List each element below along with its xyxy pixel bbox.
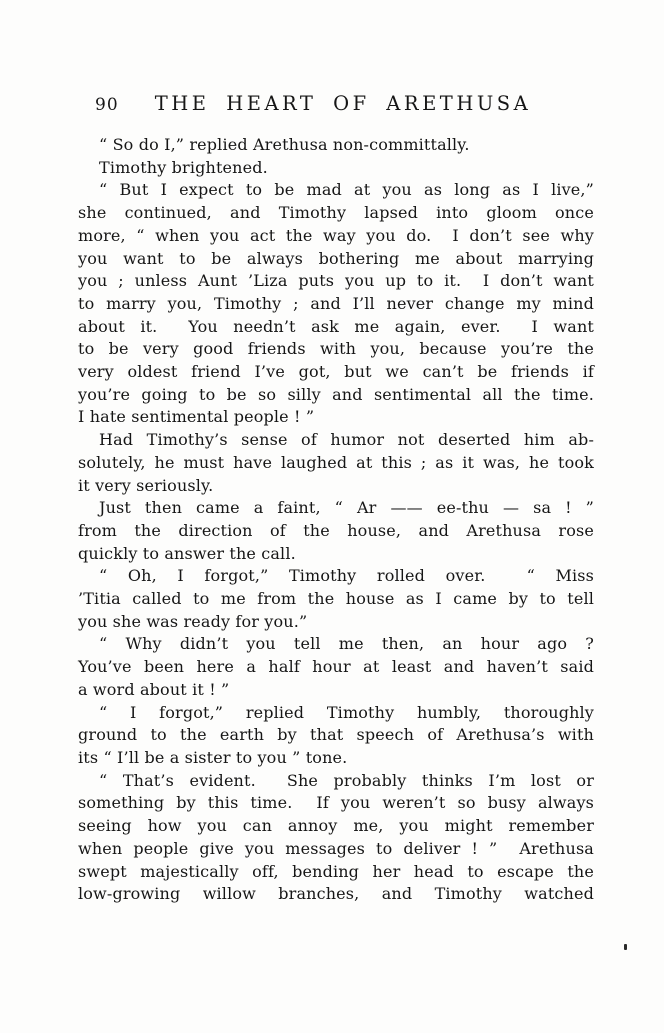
text-line: seeing how you can annoy me, you might remember: [78, 816, 594, 836]
text-line: when people give you messages to deliver ! ” Arethusa: [78, 838, 594, 858]
paragraph: [78, 702, 594, 770]
text-line: I hate sentimental people ! ”: [78, 407, 315, 427]
text-line: you’re going to be so silly and sentimental all the time.: [78, 384, 594, 404]
ink-speck: [624, 944, 627, 950]
text-line: “ Oh, I forgot,” Timothy rolled over. “ Miss: [99, 566, 594, 586]
paragraph: [78, 770, 594, 906]
text-line: to be very good friends with you, because you’re the: [78, 339, 594, 359]
text-line: more, “ when you act the way you do. I don’t see why: [78, 225, 594, 245]
text-line: something by this time. If you weren’t so busy always: [78, 793, 594, 813]
text-line: she continued, and Timothy lapsed into gloom once: [78, 203, 594, 223]
text-line: to marry you, Timothy ; and I’ll never change my mind: [78, 293, 594, 313]
paragraph: [78, 179, 594, 429]
text-line: from the direction of the house, and Arethusa rose: [78, 520, 594, 540]
text-line: ground to the earth by that speech of Arethusa’s with: [78, 725, 594, 745]
paragraph: [78, 565, 594, 633]
text-line: Just then came a faint, “ Ar —— ee-thu — sa ! ”: [99, 498, 594, 518]
text-line: Timothy brightened.: [99, 157, 268, 177]
text-line: you ; unless Aunt ’Liza puts you up to it. I don’t want: [78, 271, 594, 291]
text-line: a word about it ! ”: [78, 679, 230, 699]
text-line: low-growing willow branches, and Timothy watched: [78, 884, 594, 904]
text-line: you she was ready for you.”: [78, 611, 308, 631]
text-line: you want to be always bothering me about marrying: [78, 248, 594, 268]
text-block: [78, 134, 594, 906]
text-line: solutely, he must have laughed at this ; as it was, he took: [78, 452, 594, 472]
text-line: ’Titia called to me from the house as I came by to tell: [78, 589, 594, 609]
paragraph: [78, 497, 594, 565]
text-line: about it. You needn’t ask me again, ever. I want: [78, 316, 594, 336]
paragraph: [78, 429, 594, 497]
text-line: its “ I’ll be a sister to you ” tone.: [78, 747, 348, 767]
text-line: “ But I expect to be mad at you as long as I live,”: [99, 180, 594, 200]
text-line: quickly to answer the call.: [78, 543, 296, 563]
paragraph: [78, 134, 594, 157]
running-head: [78, 92, 594, 116]
text-line: very oldest friend I’ve got, but we can’t be friends if: [78, 362, 594, 382]
paragraph: [78, 633, 594, 701]
page-number: 90: [95, 95, 119, 115]
text-line: “ That’s evident. She probably thinks I’m lost or: [99, 770, 594, 790]
text-line: “ I forgot,” replied Timothy humbly, thoroughly: [99, 702, 594, 722]
text-line: You’ve been here a half hour at least and haven’t said: [78, 657, 594, 677]
text-line: Had Timothy’s sense of humor not deserted him ab-: [99, 430, 594, 450]
book-title: THE HEART OF ARETHUSA: [154, 92, 532, 115]
text-line: it very seriously.: [78, 475, 214, 495]
text-line: swept majestically off, bending her head to escape the: [78, 861, 594, 881]
text-line: “ So do I,” replied Arethusa non-committally.: [99, 135, 470, 154]
paragraph: [78, 157, 594, 180]
text-line: “ Why didn’t you tell me then, an hour ago ?: [99, 634, 594, 654]
